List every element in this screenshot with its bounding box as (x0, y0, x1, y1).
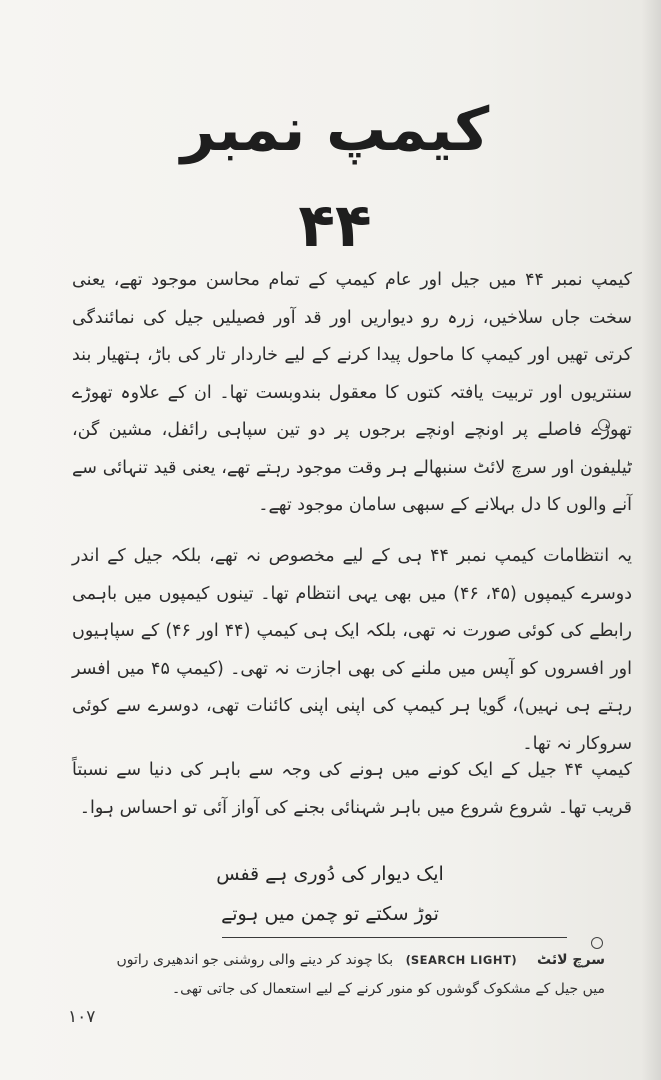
footnote-divider (222, 937, 567, 938)
footnote-english-term: (SEARCH LIGHT) (405, 953, 517, 967)
paragraph-1: کیمپ نمبر ۴۴ میں جیل اور عام کیمپ کے تمام محاسن موجود تھے، یعنی سخت جاں سلاخیں، زرہ رو دیواریں اور قد آور فصیلیں جیل کی نمائندگی کرتی تھیں اور کیمپ کا ماحول پیدا کرنے کے لیے خاردار تار کی باڑ، ہتھیار بند سنتریوں اور تربیت یافتہ کتوں کا معقول بندوبست تھا۔ ان کے علاوہ تھوڑے تھوڑے فاصلے پر اونچے اونچے برجوں پر دو تین سپاہی رائفل، مشین گن، ٹیلیفون اور سرچ لائٹ سنبھالے ہر وقت موجود رہتے تھے، یعنی قید تنہائی سے آنے والوں کا دل بہلانے کے سبھی سامان موجود تھے۔ (72, 270, 632, 515)
footnote-text: بکا چوند کر دینے والی روشنی جو اندھیری راتوں میں جیل کے مشکوک گوشوں کو منور کرنے کے لیے استعمال کی جاتی تھی۔ (116, 952, 605, 997)
page-edge-shadow (641, 0, 661, 1080)
footnote-term: سرچ لائٹ (537, 952, 605, 968)
margin-ring-mark (598, 419, 610, 431)
couplet-line-2: توڑ سکتے تو چمن میں ہوتے (221, 903, 439, 925)
footnote (90, 946, 605, 1004)
page-number: ۱۰۷ (68, 1007, 96, 1027)
chapter-title: کیمپ نمبر ۴۴ (180, 95, 490, 261)
couplet-line-1: ایک دیوار کی دُوری ہے قفس (216, 863, 444, 885)
paragraph-3: کیمپ ۴۴ جیل کے ایک کونے میں ہونے کی وجہ سے باہر کی دنیا سے نسبتاً قریب تھا۔ شروع شروع میں باہر شہنائی بجنے کی آواز آئی تو احساس ہوا۔ (72, 760, 632, 818)
paragraph-2: یہ انتظامات کیمپ نمبر ۴۴ ہی کے لیے مخصوص نہ تھے، بلکہ جیل کے اندر دوسرے کیمپوں (۴۵، ۴۶) میں بھی یہی انتظام تھا۔ تینوں کیمپوں میں باہمی رابطے کی کوئی صورت نہ تھی، بلکہ ایک ہی کیمپ (۴۴ اور ۴۶) کے سپاہیوں اور افسروں کو آپس میں ملنے کی بھی اجازت نہ تھی۔ (کیمپ ۴۵ میں افسر رہتے ہی نہیں)، گویا ہر کیمپ کی اپنی اپنی کائنات تھی، دوسرے سے کوئی سروکار نہ تھا۔ (72, 546, 632, 754)
